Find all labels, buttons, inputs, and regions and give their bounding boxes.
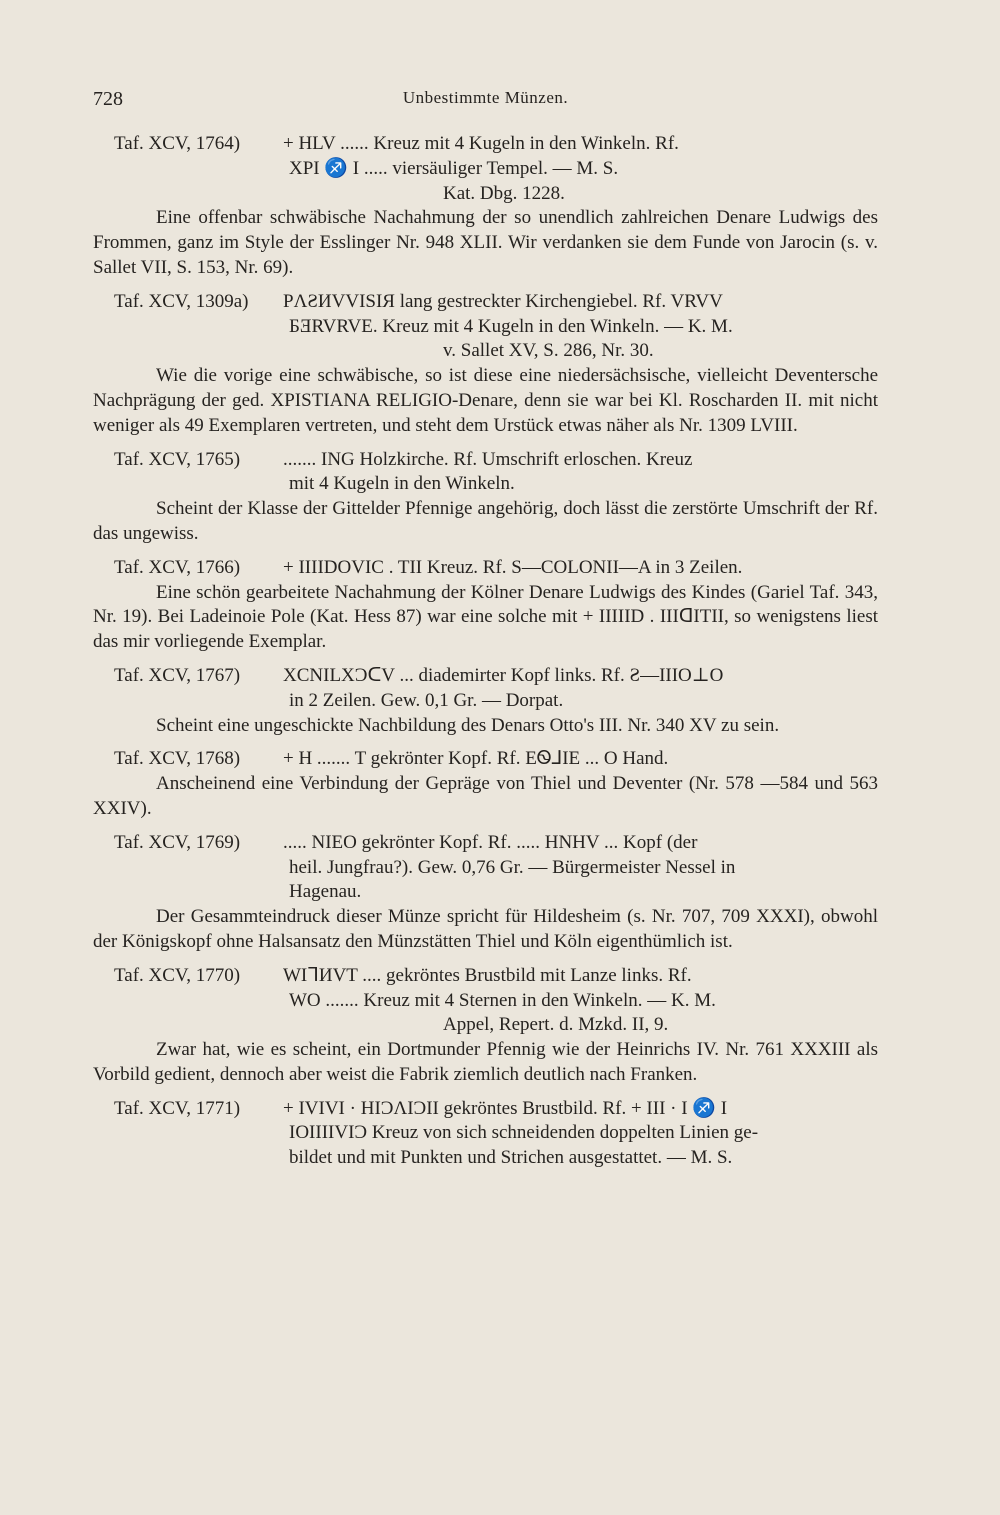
entry-line: WO ....... Kreuz mit 4 Sternen in den Winkeln. — K. M.	[289, 989, 716, 1011]
page-header	[93, 88, 878, 118]
coin-description: ..... NIEO gekrönter Kopf. Rf. ..... HNHV ... Kopf (der	[283, 831, 698, 853]
coin-entry-1770	[93, 964, 878, 1088]
entry-line	[93, 964, 878, 989]
coin-description: ....... ING Holzkirche. Rf. Umschrift erloschen. Kreuz	[283, 448, 693, 470]
plate-reference: Taf. XCV, 1765)	[114, 448, 241, 470]
plate-reference: Taf. XCV, 1764)	[114, 133, 241, 154]
coin-description: + IIIIDOVIC . TII Kreuz. Rf. S—COLONII—A in 3 Zeilen.	[283, 556, 743, 578]
entry-line	[93, 664, 878, 689]
commentary-paragraph: Scheint eine ungeschickte Nachbildung des Denars Otto's III. Nr. 340 XV zu sein.	[156, 714, 780, 736]
page-number: 728	[93, 88, 123, 110]
entry-line: bildet und mit Punkten und Strichen ausgestattet. — M. S.	[289, 1147, 733, 1169]
entry-line: XPI ♐ I ..... viersäuliger Tempel. — M. S.	[289, 157, 619, 179]
entry-line: Hagenau.	[289, 881, 362, 903]
plate-reference: Taf. XCV, 1768)	[114, 748, 241, 770]
coin-entry-1766	[93, 556, 878, 655]
entry-line	[93, 448, 878, 473]
coin-entry-1771	[93, 1097, 878, 1171]
entry-line: Appel, Repert. d. Mzkd. II, 9.	[443, 1014, 669, 1036]
running-title: Unbestimmte Münzen.	[402, 88, 569, 107]
coin-description: PΛƧИVVISIЯ lang gestreckter Kirchengiebel. Rf. VRVV	[283, 290, 723, 312]
entry-line	[93, 747, 878, 772]
entry-line	[93, 831, 878, 856]
entry-line: in 2 Zeilen. Gew. 0,1 Gr. — Dorpat.	[289, 689, 564, 711]
coin-description: XCNILXƆᑕV ... diademirter Kopf links. Rf. Ƨ—IIIO⊥O	[283, 664, 724, 686]
coin-description: + HLV ...... Kreuz mit 4 Kugeln in den Winkeln. Rf.	[283, 133, 679, 154]
plate-reference: Taf. XCV, 1770)	[114, 964, 241, 986]
commentary-paragraph: Zwar hat, wie es scheint, ein Dortmunder Pfennig wie der Heinrichs IV. Nr. 761 XXXIII als Vorbild gedient, dennoch aber weist die Fabrik ziemlich deutlich nach Franken.	[93, 1039, 878, 1085]
coin-description: + H ....... T gekrönter Kopf. Rf. EᏫ⅃IE ... O Hand.	[283, 748, 669, 770]
entry-line	[93, 556, 878, 581]
entry-line: v. Sallet XV, S. 286, Nr. 30.	[443, 340, 654, 362]
commentary-paragraph: Eine offenbar schwäbische Nachahmung der so unendlich zahlreichen Denare Ludwigs des Frommen, ganz im Style der Esslinger Nr. 948 XLII. Wir verdanken sie dem Funde von Jarocin (s. v. Sallet VII, S. 153, Nr. 69).	[93, 207, 878, 278]
commentary-paragraph: Wie die vorige eine schwäbische, so ist diese eine niedersächsische, vielleicht Deventersche Nachprägung der ged. XPISTIANA RELIGIO-Denare, denn sie war bei Kl. Roscharden II. mit nicht weniger als 49 Exemplaren vertreten, und steht dem Urstück etwas näher als Nr. 1309 LVIII.	[93, 365, 878, 436]
commentary-paragraph: Scheint der Klasse der Gittelder Pfennige angehörig, doch lässt die zerstörte Umschrift der Rf. das ungewiss.	[93, 498, 878, 544]
coin-entry-1764	[93, 132, 878, 281]
coin-description: WIᒣИVT .... gekröntes Brustbild mit Lanze links. Rf.	[283, 964, 692, 986]
coin-entry-1769	[93, 831, 878, 955]
entry-line: ƂƎRVRVE. Kreuz mit 4 Kugeln in den Winkeln. — K. M.	[289, 315, 733, 337]
commentary-paragraph: Anscheinend eine Verbindung der Gepräge von Thiel und Deventer (Nr. 578 —584 und 563 XXIV).	[93, 773, 878, 819]
entry-line	[93, 1097, 878, 1122]
entry-line: IOIIIIVIƆ Kreuz von sich schneidenden doppelten Linien ge-	[289, 1122, 759, 1144]
plate-reference: Taf. XCV, 1309a)	[114, 290, 249, 312]
coin-entry-1768	[93, 747, 878, 821]
entry-line: Kat. Dbg. 1228.	[443, 182, 565, 204]
coin-description: + IVIVI · HIƆΛIƆII gekröntes Brustbild. Rf. + III · I ♐ I	[283, 1097, 728, 1119]
entry-line: heil. Jungfrau?). Gew. 0,76 Gr. — Bürgermeister Nessel in	[289, 856, 736, 878]
coin-entry-1767	[93, 664, 878, 738]
page-body	[93, 132, 878, 1171]
plate-reference: Taf. XCV, 1767)	[114, 664, 241, 686]
plate-reference: Taf. XCV, 1771)	[114, 1097, 241, 1119]
entry-line	[93, 290, 878, 315]
coin-entry-1309a	[93, 290, 878, 439]
entry-line	[93, 132, 878, 157]
entry-line: mit 4 Kugeln in den Winkeln.	[289, 473, 515, 495]
plate-reference: Taf. XCV, 1766)	[114, 556, 241, 578]
plate-reference: Taf. XCV, 1769)	[114, 831, 241, 853]
commentary-paragraph: Der Gesammteindruck dieser Münze spricht für Hildesheim (s. Nr. 707, 709 XXXI), obwohl der Königskopf ohne Halsansatz den Münzstätten Thiel und Köln eigenthümlich ist.	[93, 906, 878, 952]
coin-entry-1765	[93, 448, 878, 547]
commentary-paragraph: Eine schön gearbeitete Nachahmung der Kölner Denare Ludwigs des Kindes (Gariel Taf. 343, Nr. 19). Bei Ladeinoie Pole (Kat. Hess 87) war eine solche mit + IIIIID . IIIᗡITII, so wenigstens liest das mir vorliegende Exemplar.	[93, 581, 878, 653]
